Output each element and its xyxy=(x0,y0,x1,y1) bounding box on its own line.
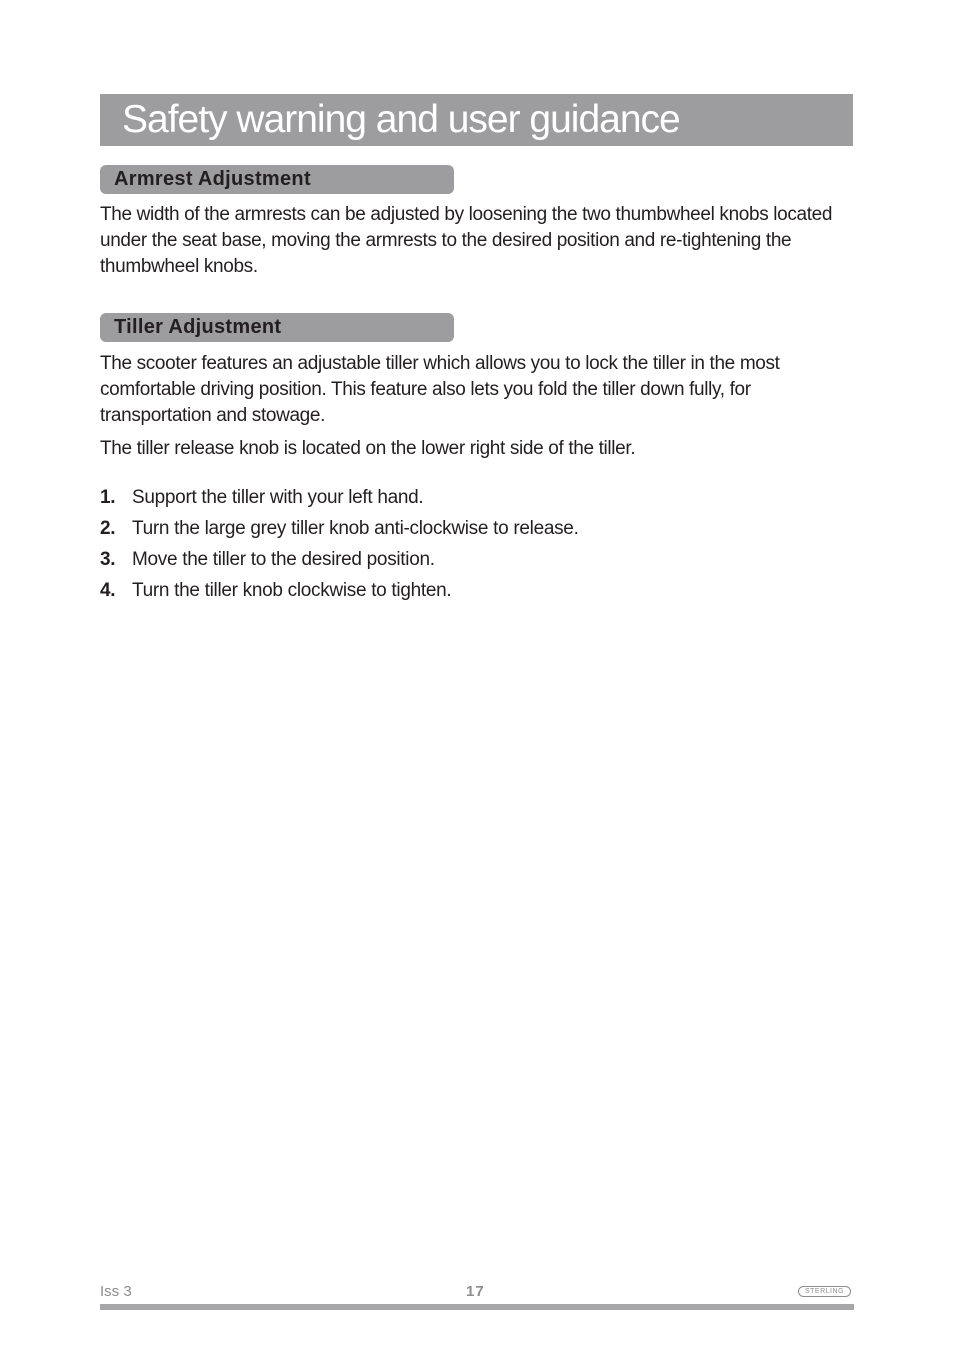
page-title: Safety warning and user guidance xyxy=(122,98,680,141)
step-number: 3. xyxy=(100,549,116,570)
armrest-paragraph: The width of the armrests can be adjusted by loosening the two thumbwheel knobs located under the seat base, moving the armrests to the desired position and re-tightening the thumbwheel knobs. xyxy=(100,204,833,277)
step-text: Turn the tiller knob clockwise to tighten. xyxy=(132,580,452,601)
brand-logo: STERLING xyxy=(798,1286,851,1297)
tiller-paragraph-2: The tiller release knob is located on the lower right side of the tiller. xyxy=(100,438,636,459)
step-text: Move the tiller to the desired position. xyxy=(132,549,435,570)
step-number: 2. xyxy=(100,518,116,539)
section-heading-armrest xyxy=(100,165,454,194)
tiller-paragraph-1: The scooter features an adjustable tiller which allows you to lock the tiller in the most comfortable driving position. This feature also lets you fold the tiller down fully, for transportation and stowage. xyxy=(100,353,780,426)
step-number: 4. xyxy=(100,580,116,601)
section-heading-tiller xyxy=(100,313,454,342)
footer-divider xyxy=(100,1304,854,1310)
page-number: 17 xyxy=(466,1283,485,1300)
section-heading-label: Armrest Adjustment xyxy=(114,168,311,190)
step-text: Support the tiller with your left hand. xyxy=(132,487,424,508)
page-title-bar xyxy=(100,94,853,146)
section-heading-label: Tiller Adjustment xyxy=(114,316,282,338)
issue-label: Iss 3 xyxy=(100,1283,132,1300)
step-text: Turn the large grey tiller knob anti-clockwise to release. xyxy=(132,518,579,539)
step-number: 1. xyxy=(100,487,116,508)
